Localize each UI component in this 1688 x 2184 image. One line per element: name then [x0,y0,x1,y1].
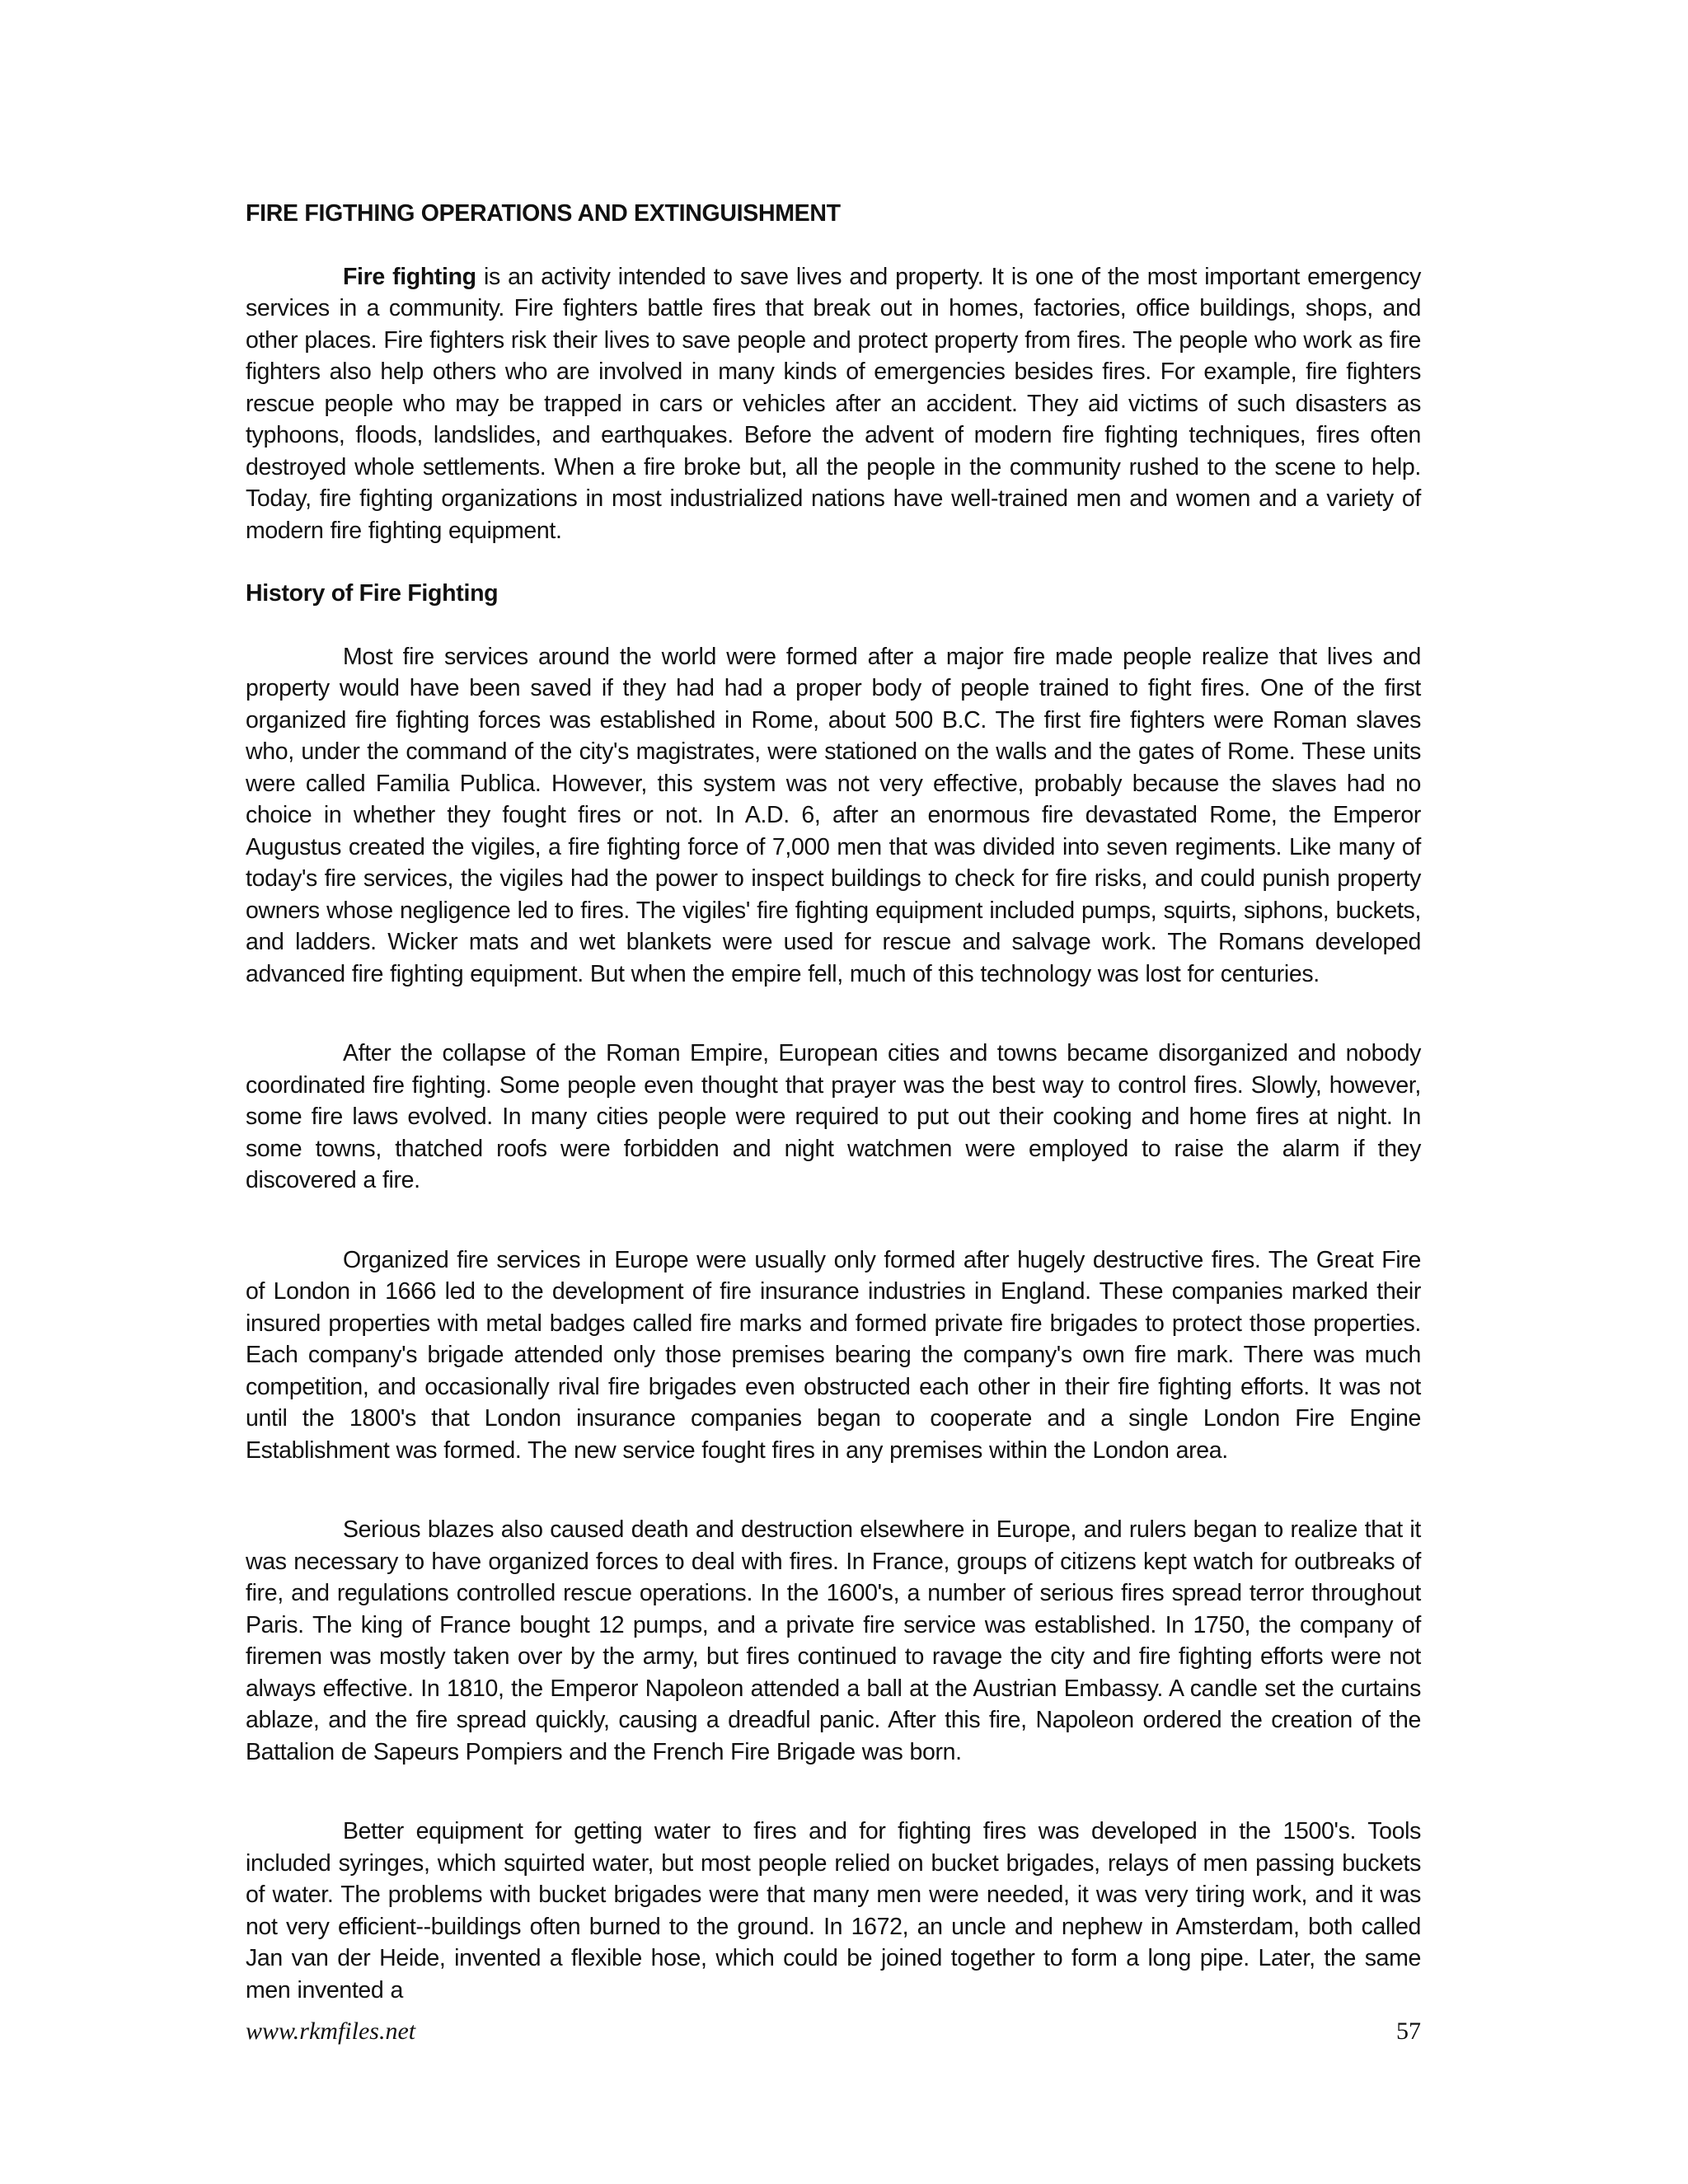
paragraph-middle-ages: After the collapse of the Roman Empire, European cities and towns became disorganized and nobody coordinated fire fighting. Some people even thought that prayer was the best way to control fires. Slowly, however, some fire laws evolved. In many cities people were required to put out their cooking and home fires at night. In some towns, thatched roofs were forbidden and night watchmen were employed to raise the alarm if they discovered a fire. [246,1040,1421,1193]
paragraph-rome: Most fire services around the world were formed after a major fire made people realize that lives and property would have been saved if they had had a proper body of people trained to fight fires. One of the first organized fire fighting forces was established in Rome, about 500 B.C. The first fire fighters were Roman slaves who, under the command of the city's magistrates, were stationed on the walls and the gates of Rome. These units were called Familia Publica. However, this system was not very effective, probably because the slaves had no choice in whether they fought fires or not. In A.D. 6, after an enormous fire devastated Rome, the Emperor Augustus created the vigiles, a fire fighting force of 7,000 men that was divided into seven regiments. Like many of today's fire services, the vigiles had the power to inspect buildings to check for fire risks, and could punish property owners whose negligence led to fires. The vigiles' fire fighting equipment included pumps, squirts, siphons, buckets, and ladders. Wicker mats and wet blankets were used for rescue and salvage work. The Romans developed advanced fire fighting equipment. But when the empire fell, much of this technology was lost for centuries. [246,643,1421,987]
intro-term: Fire fighting [343,263,476,290]
page-footer [246,2018,1421,2050]
page-title: FIRE FIGTHING OPERATIONS AND EXTINGUISHMENT [246,200,841,227]
page-number: 57 [1396,2018,1421,2045]
intro-paragraph [246,261,1421,547]
footer-url: www.rkmfiles.net [246,2018,416,2045]
paragraph-france: Serious blazes also caused death and destruction elsewhere in Europe, and rulers began to realize that it was necessary to have organized forces to deal with fires. In France, groups of citizens kept watch for outbreaks of fire, and regulations controlled rescue operations. In the 1600's, a number of serious fires spread terror throughout Paris. The king of France bought 12 pumps, and a private fire service was established. In 1750, the company of firemen was mostly taken over by the army, but fires continued to ravage the city and fire fighting efforts were not always effective. In 1810, the Emperor Napoleon attended a ball at the Austrian Embassy. A candle set the curtains ablaze, and the fire spread quickly, causing a dreadful panic. After this fire, Napoleon ordered the creation of the Battalion de Sapeurs Pompiers and the French Fire Brigade was born. [246,1516,1421,1765]
intro-text: is an activity intended to save lives and property. It is one of the most important emergency services in a community. Fire fighters battle fires that break out in homes, factories, office buildings, shops, and other places. Fire fighters risk their lives to save people and protect property from fires. The people who work as fire fighters also help others who are involved in many kinds of emergencies besides fires. For example, fire fighters rescue people who may be trapped in cars or vehicles after an accident. They aid victims of such disasters as typhoons, floods, landslides, and earthquakes. Before the advent of modern fire fighting techniques, fires often destroyed whole settlements. When a fire broke but, all the people in the community rushed to the scene to help. Today, fire fighting organizations in most industrialized nations have well-trained men and women and a variety of modern fire fighting equipment. [246,263,1422,544]
paragraph-equipment: Better equipment for getting water to fires and for fighting fires was developed in the 1500's. Tools included syringes, which squirted water, but most people relied on bucket brigades, relays of men passing buckets of water. The problems with bucket brigades were that many men were needed, it was very tiring work, and it was not very efficient--buildings often burned to the ground. In 1672, an uncle and nephew in Amsterdam, both called Jan van der Heide, invented a flexible hose, which could be joined together to form a long pipe. Later, the same men invented a [246,1818,1421,2004]
paragraph-london: Organized fire services in Europe were usually only formed after hugely destructive fires. The Great Fire of London in 1666 led to the development of fire insurance industries in England. These companies marked their insured properties with metal badges called fire marks and formed private fire brigades to protect those properties. Each company's brigade attended only those premises bearing the company's own fire mark. There was much competition, and occasionally rival fire brigades even obstructed each other in their fire fighting efforts. It was not until the 1800's that London insurance companies began to cooperate and a single London Fire Engine Establishment was formed. The new service fought fires in any premises within the London area. [246,1246,1421,1464]
section-heading: History of Fire Fighting [246,580,499,607]
page-content [246,198,1421,2006]
